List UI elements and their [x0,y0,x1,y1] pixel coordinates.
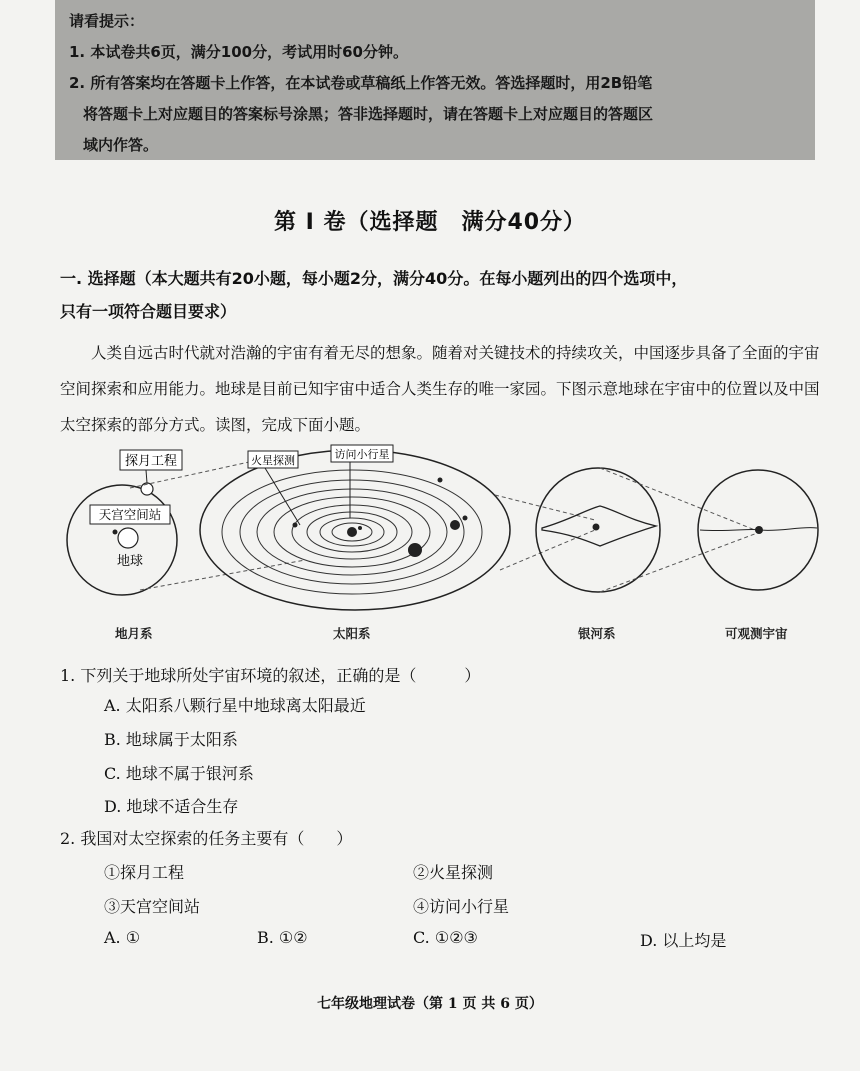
question-2-option-a: A. ① [104,928,141,947]
earth-icon [118,528,138,548]
planet-icon [450,520,460,530]
connector-line [600,532,760,592]
planet-icon [438,478,443,483]
label-galaxy: 银河系 [578,626,616,641]
question-1-option-b: B. 地球属于太阳系 [104,730,238,749]
notice-heading: 请看提示： [69,12,145,30]
space-station-dot [113,530,118,535]
notice-line-2: 2. 所有答案均在答题卡上作答，在本试卷或草稿纸上作答无效。答选择题时，用2B铅笔 [69,74,653,92]
earth-label: 地球 [116,554,144,569]
notice-line-3: 将答题卡上对应题目的答案标号涂黑；答非选择题时，请在答题卡上对应题目的答题区 [83,105,654,123]
universe-diagram-svg [60,440,820,620]
label-observable-universe: 可观测宇宙 [725,626,788,641]
question-2-item-1: ①探月工程 [104,863,185,882]
lunar-probe-pointer [146,470,147,483]
galaxy-marker-dot [593,524,600,531]
planet-icon [408,543,422,557]
label-earth-moon: 地月系 [115,626,153,641]
connector-line [500,530,595,570]
question-1-stem: 1. 下列关于地球所处宇宙环境的叙述，正确的是（ ） [60,666,481,685]
planet-icon [358,526,362,530]
notice-box [55,0,815,160]
section-title: 第 I 卷（选择题 满分40分） [273,210,587,235]
notice-line-4: 域内作答。 [83,136,159,154]
question-2-item-4: ④访问小行星 [413,897,510,916]
question-2-stem: 2. 我国对太空探索的任务主要有（ ） [60,829,353,848]
question-2-option-b: B. ①② [257,928,308,947]
question-1-option-d: D. 地球不适合生存 [104,797,239,816]
page-footer: 七年级地理试卷（第 1 页 共 6 页） [317,996,543,1012]
question-2-option-c: C. ①②③ [413,928,478,947]
label-solar-system: 太阳系 [333,626,371,641]
mars-probe-label: 火星探测 [251,454,295,467]
planet-icon [293,523,298,528]
instructions-line-1: 一. 选择题（本大题共有20小题，每小题2分，满分40分。在每小题列出的四个选项中， [60,269,688,288]
intro-paragraph: 人类自远古时代就对浩瀚的宇宙有着无尽的想象。随着对关键技术的持续攻关，中国逐步具备了全面的宇宙空间探索和应用能力。地球是目前已知宇宙中适合人类生存的唯一家园。下图示意地球在宇宙中的位置以及中国太空探索的部分方式。读图，完成下面小题。 [60,344,820,434]
question-1-option-a: A. 太阳系八颗行星中地球离太阳最近 [104,696,366,715]
asteroid-visit-label: 访问小行星 [334,448,390,461]
connector-line [600,468,760,532]
question-2-item-3: ③天宫空间站 [104,897,201,916]
universe-marker-dot [755,526,763,534]
question-1-option-c: C. 地球不属于银河系 [104,764,254,783]
space-station-label: 天宫空间站 [98,507,162,522]
question-2-option-d: D. 以上均是 [640,931,727,950]
instructions-line-2: 只有一项符合题目要求） [60,302,237,321]
lunar-probe-label: 探月工程 [124,454,178,469]
planet-icon [463,516,468,521]
sun-icon [347,527,357,537]
section-instructions [60,262,820,328]
universe-diagram [60,440,820,650]
notice-line-1: 1. 本试卷共6页，满分100分，考试用时60分钟。 [69,43,408,61]
galaxy-circle [536,468,660,592]
question-2-item-2: ②火星探测 [413,863,494,882]
